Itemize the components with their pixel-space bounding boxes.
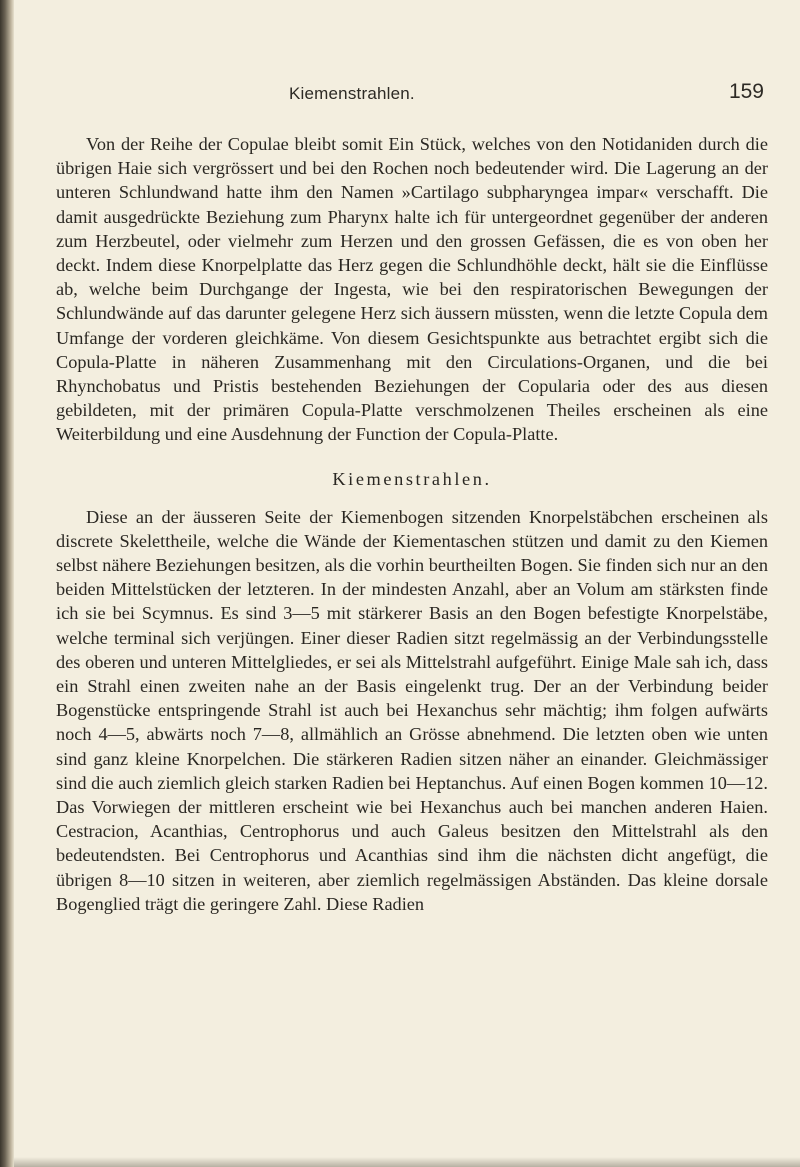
body-paragraph: Von der Reihe der Copulae bleibt somit Ein Stück, welches von den Notidaniden durch die übrigen Haie sich vergrössert und bei den Rochen noch bedeutender wird. Die Lagerung an der unteren Schlundwand hatte ihm den Namen »Cartilago subpharyngea impar« verschafft. Die damit ausgedrückte Beziehung zum Pharynx halte ich für untergeordnet gegenüber der anderen zum Herzbeutel, oder vielmehr zum Herzen und den grossen Gefässen, die es von oben her deckt. Indem diese Knorpelplatte das Herz gegen die Schlundhöhle deckt, hält sie die Einflüsse ab, welche beim Durchgange der Ingesta, wie bei den respiratorischen Bewegungen der Schlundwände auf das darunter gelegene Herz sich äussern müssten, wenn die letzte Copula dem Umfange der vorderen gleichkäme. Von diesem Gesichtspunkte aus betrachtet ergibt sich die Copula-Platte in näheren Zusammenhang mit den Circulations-Organen, und die bei Rhynchobatus und Pristis bestehenden Beziehungen der Copularia oder des aus diesen gebildeten, mit der primären Copula-Platte verschmolzenen Theiles erscheinen als eine Weiterbildung und eine Ausdehnung der Function der Copula-Platte.	[56, 134, 768, 445]
book-page	[56, 80, 768, 916]
running-header	[56, 80, 768, 110]
page-number: 159	[728, 80, 764, 103]
book-spine-edge	[0, 0, 14, 1167]
page-bottom-shadow	[14, 1157, 800, 1167]
running-title: Kiemenstrahlen.	[289, 84, 415, 103]
section-paragraph: Diese an der äusseren Seite der Kiemenbogen sitzenden Knorpelstäbchen erscheinen als discrete Skelettheile, welche die Wände der Kiementaschen stützen und damit zu den Kiemen selbst nähere Beziehungen besitzen, als die vorhin beurtheilten Bogen. Sie finden sich nur an den beiden Mittelstücken der letzteren. In der mindesten Anzahl, aber an Volum am stärksten finde ich sie bei Scymnus. Es sind 3—5 mit stärkerer Basis an den Bogen befestigte Knorpelstäbe, welche terminal sich verjüngen. Einer dieser Radien sitzt regelmässig an der Verbindungsstelle des oberen und unteren Mittelgliedes, er sei als Mittelstrahl aufgeführt. Einige Male sah ich, dass ein Strahl einen zweiten nahe an der Basis eingelenkt trug. Der an der Verbindung beider Bogenstücke entspringende Strahl ist auch bei Hexanchus sehr mächtig; ihm folgen aufwärts noch 4—5, abwärts noch 7—8, allmählich an Grösse abnehmend. Die letzten oben wie unten sind ganz kleine Knorpelchen. Die stärkeren Radien sitzen näher an einander. Gleichmässiger sind die auch ziemlich gleich starken Radien bei Heptanchus. Auf einen Bogen kommen 10—12. Das Vorwiegen der mittleren erscheint wie bei Hexanchus auch bei manchen anderen Haien. Cestracion, Acanthias, Centrophorus und auch Galeus besitzen den Mittelstrahl als den bedeutendsten. Bei Centrophorus und Acanthias sind ihm die nächsten dicht angefügt, die übrigen 8—10 sitzen in weiteren, aber ziemlich regelmässigen Abständen. Das kleine dorsale Bogenglied trägt die geringere Zahl. Diese Radien	[56, 506, 768, 914]
section-heading: Kiemenstrahlen.	[332, 468, 492, 489]
